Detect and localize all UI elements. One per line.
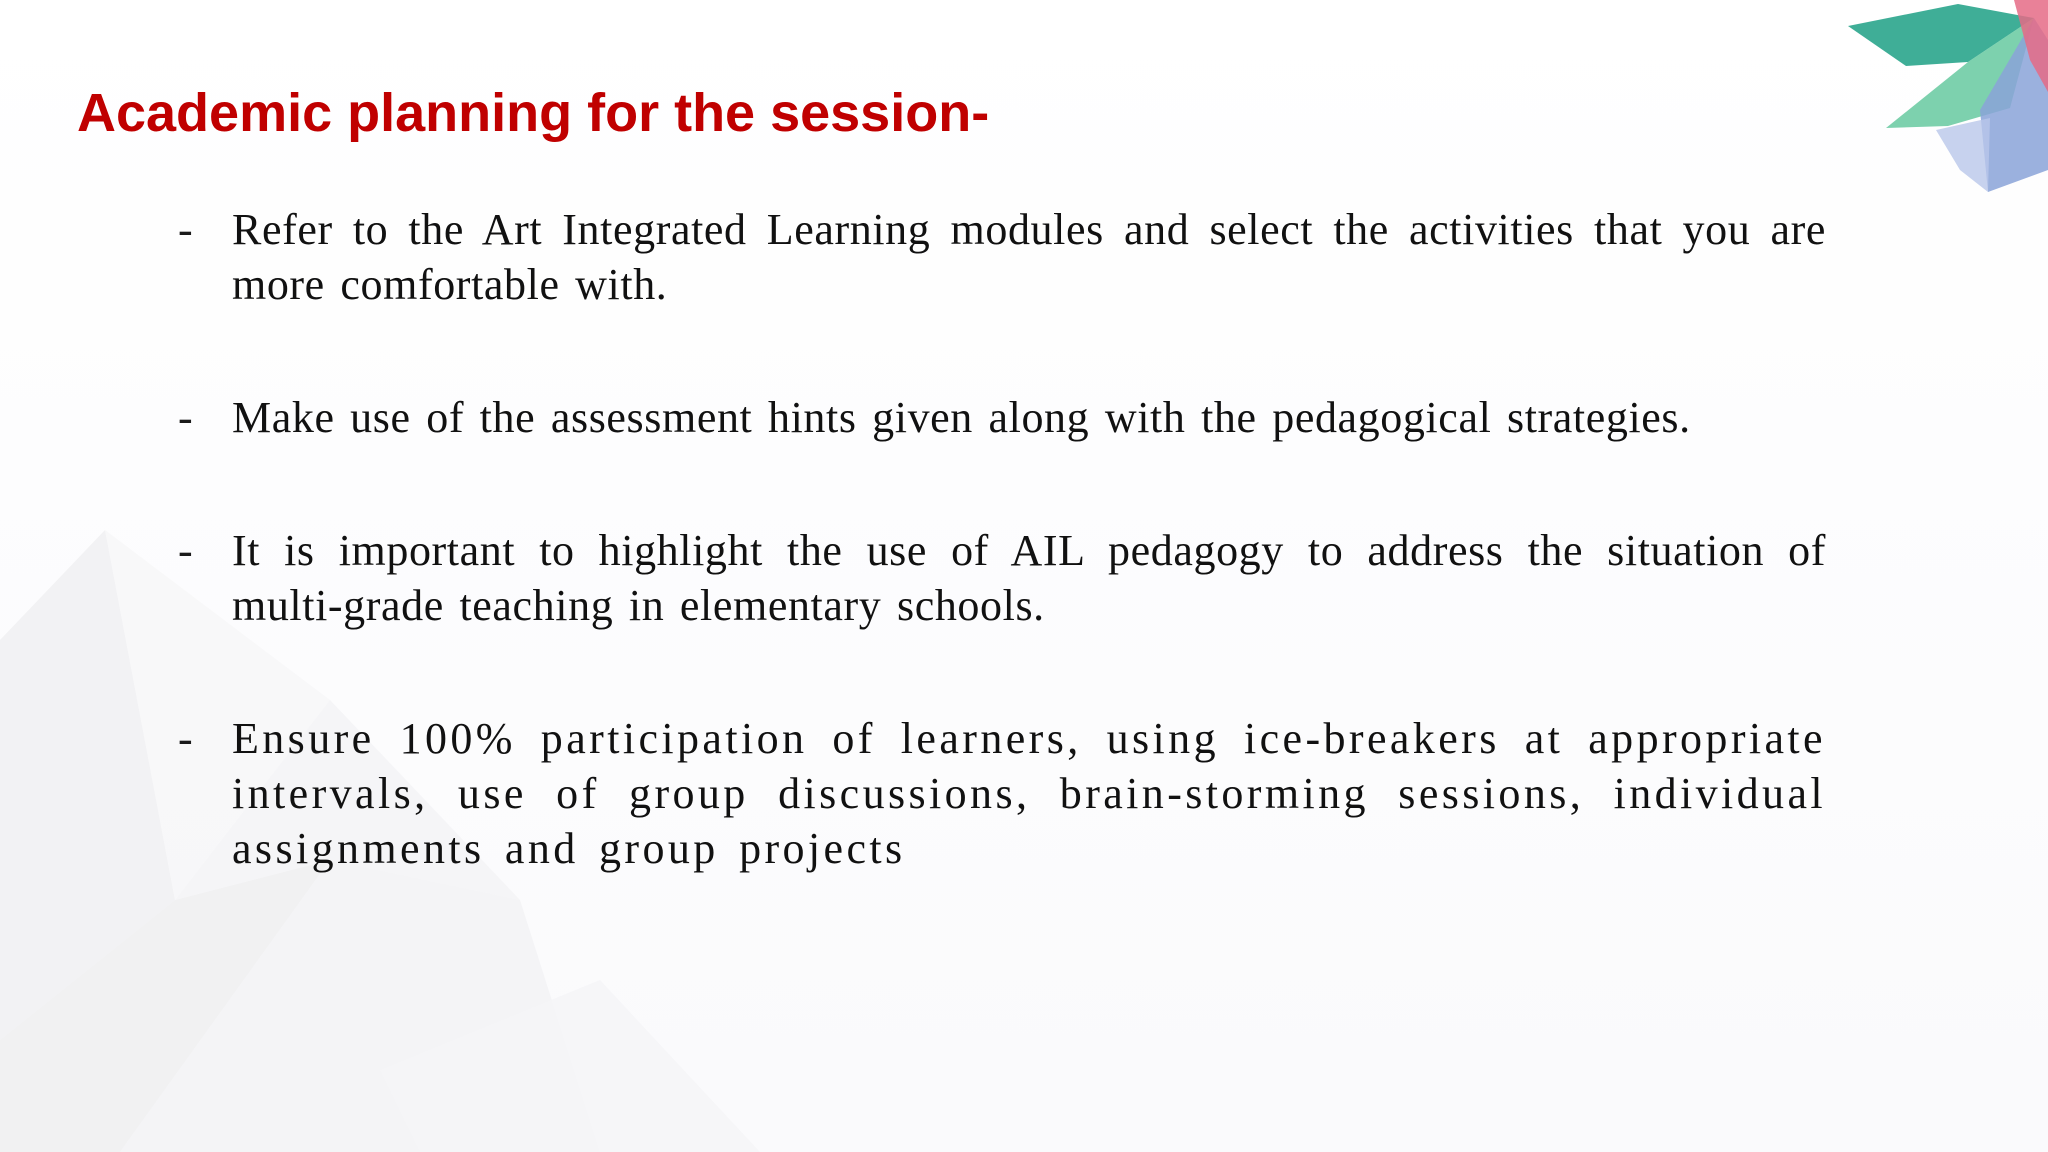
bullet-text: Make use of the assessment hints given along with the pedagogical strategies. <box>232 393 1691 442</box>
bullet-item-3 <box>178 523 1826 633</box>
bullet-marker: - <box>178 526 193 575</box>
bullet-marker: - <box>178 205 193 254</box>
bullet-item-2 <box>178 390 1826 445</box>
bullet-item-1 <box>178 202 1826 312</box>
bullet-text: Ensure 100% participation of learners, using ice-breakers at appropriate intervals, use of group discussions, brain-storming sessions, individual assignments and group projects <box>232 714 1826 873</box>
bullet-list <box>178 202 1826 954</box>
bullet-marker: - <box>178 714 193 763</box>
bullet-text: Refer to the Art Integrated Learning modules and select the activities that you are more comfortable with. <box>232 205 1826 309</box>
bullet-item-4 <box>178 711 1826 876</box>
bullet-text: It is important to highlight the use of AIL pedagogy to address the situation of multi-grade teaching in elementary schools. <box>232 526 1826 630</box>
star-lightblue-shard <box>1936 118 1990 192</box>
slide-title: Academic planning for the session- <box>77 83 990 143</box>
bullet-marker: - <box>178 393 193 442</box>
